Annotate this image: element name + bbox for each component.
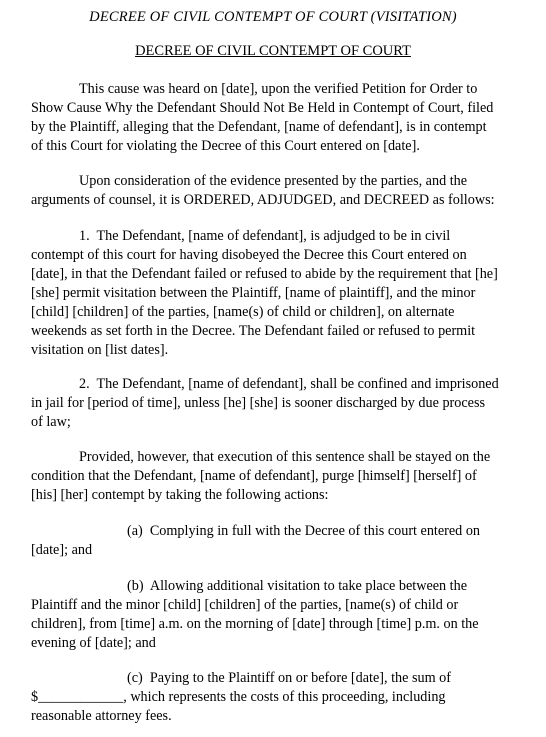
paragraph-line: contempt of this court for having disobeyed the Decree this Court entered on bbox=[31, 247, 467, 263]
paragraph-line: [child] [children] of the parties, [name(s) of child or children], on alternate bbox=[31, 304, 455, 320]
paragraph-line: Provided, however, that execution of this sentence shall be stayed on the bbox=[79, 449, 491, 465]
paragraph-line: condition that the Defendant, [name of defendant], purge [himself] [herself] of bbox=[31, 468, 477, 484]
paragraph-line: of law; bbox=[31, 414, 71, 430]
paragraph-line: $____________, which represents the costs of this proceeding, including bbox=[31, 689, 446, 705]
paragraph-line: arguments of counsel, it is ORDERED, ADJUDGED, and DECREED as follows: bbox=[31, 192, 495, 208]
paragraph-line: in jail for [period of time], unless [he] [she] is sooner discharged by due process bbox=[31, 395, 486, 411]
paragraph-line: [she] permit visitation between the Plaintiff, [name of plaintiff], and the minor bbox=[31, 285, 476, 301]
paragraph-line: visitation on [list dates]. bbox=[31, 342, 169, 358]
running-title: DECREE OF CIVIL CONTEMPT OF COURT (VISITATION) bbox=[89, 9, 457, 25]
paragraph-line: [date], in that the Defendant failed or refused to abide by the requirement that [he] bbox=[31, 266, 498, 282]
paragraph-line: Upon consideration of the evidence presented by the parties, and the bbox=[79, 173, 468, 189]
paragraph-line: [date]; and bbox=[31, 542, 93, 558]
paragraph-line: reasonable attorney fees. bbox=[31, 708, 172, 724]
paragraph-line: children], from [time] a.m. on the morning of [date] through [time] p.m. on the bbox=[31, 616, 479, 632]
paragraph-line: by the Plaintiff, alleging that the Defendant, [name of defendant], is in contempt bbox=[31, 119, 487, 135]
paragraph-line: evening of [date]; and bbox=[31, 635, 156, 651]
paragraph-line: 2. The Defendant, [name of defendant], shall be confined and imprisoned bbox=[79, 376, 499, 392]
paragraph-line: Plaintiff and the minor [child] [children] of the parties, [name(s) of child or bbox=[31, 597, 459, 613]
paragraph-line: This cause was heard on [date], upon the verified Petition for Order to bbox=[79, 81, 478, 97]
paragraph-line: Show Cause Why the Defendant Should Not Be Held in Contempt of Court, filed bbox=[31, 100, 494, 116]
paragraph-line: [his] [her] contempt by taking the following actions: bbox=[31, 487, 329, 503]
paragraph-line: weekends as set forth in the Decree. The Defendant failed or refused to permit bbox=[31, 323, 476, 339]
paragraph-line: 1. The Defendant, [name of defendant], is adjudged to be in civil bbox=[79, 228, 451, 244]
paragraph-line: of this Court for violating the Decree of this Court entered on [date]. bbox=[31, 138, 420, 154]
paragraph-line: (a) Complying in full with the Decree of this court entered on bbox=[127, 523, 481, 539]
document-heading: DECREE OF CIVIL CONTEMPT OF COURT bbox=[135, 43, 411, 59]
paragraph-line: (c) Paying to the Plaintiff on or before [date], the sum of bbox=[127, 670, 451, 686]
paragraph-line: (b) Allowing additional visitation to take place between the bbox=[127, 578, 468, 594]
